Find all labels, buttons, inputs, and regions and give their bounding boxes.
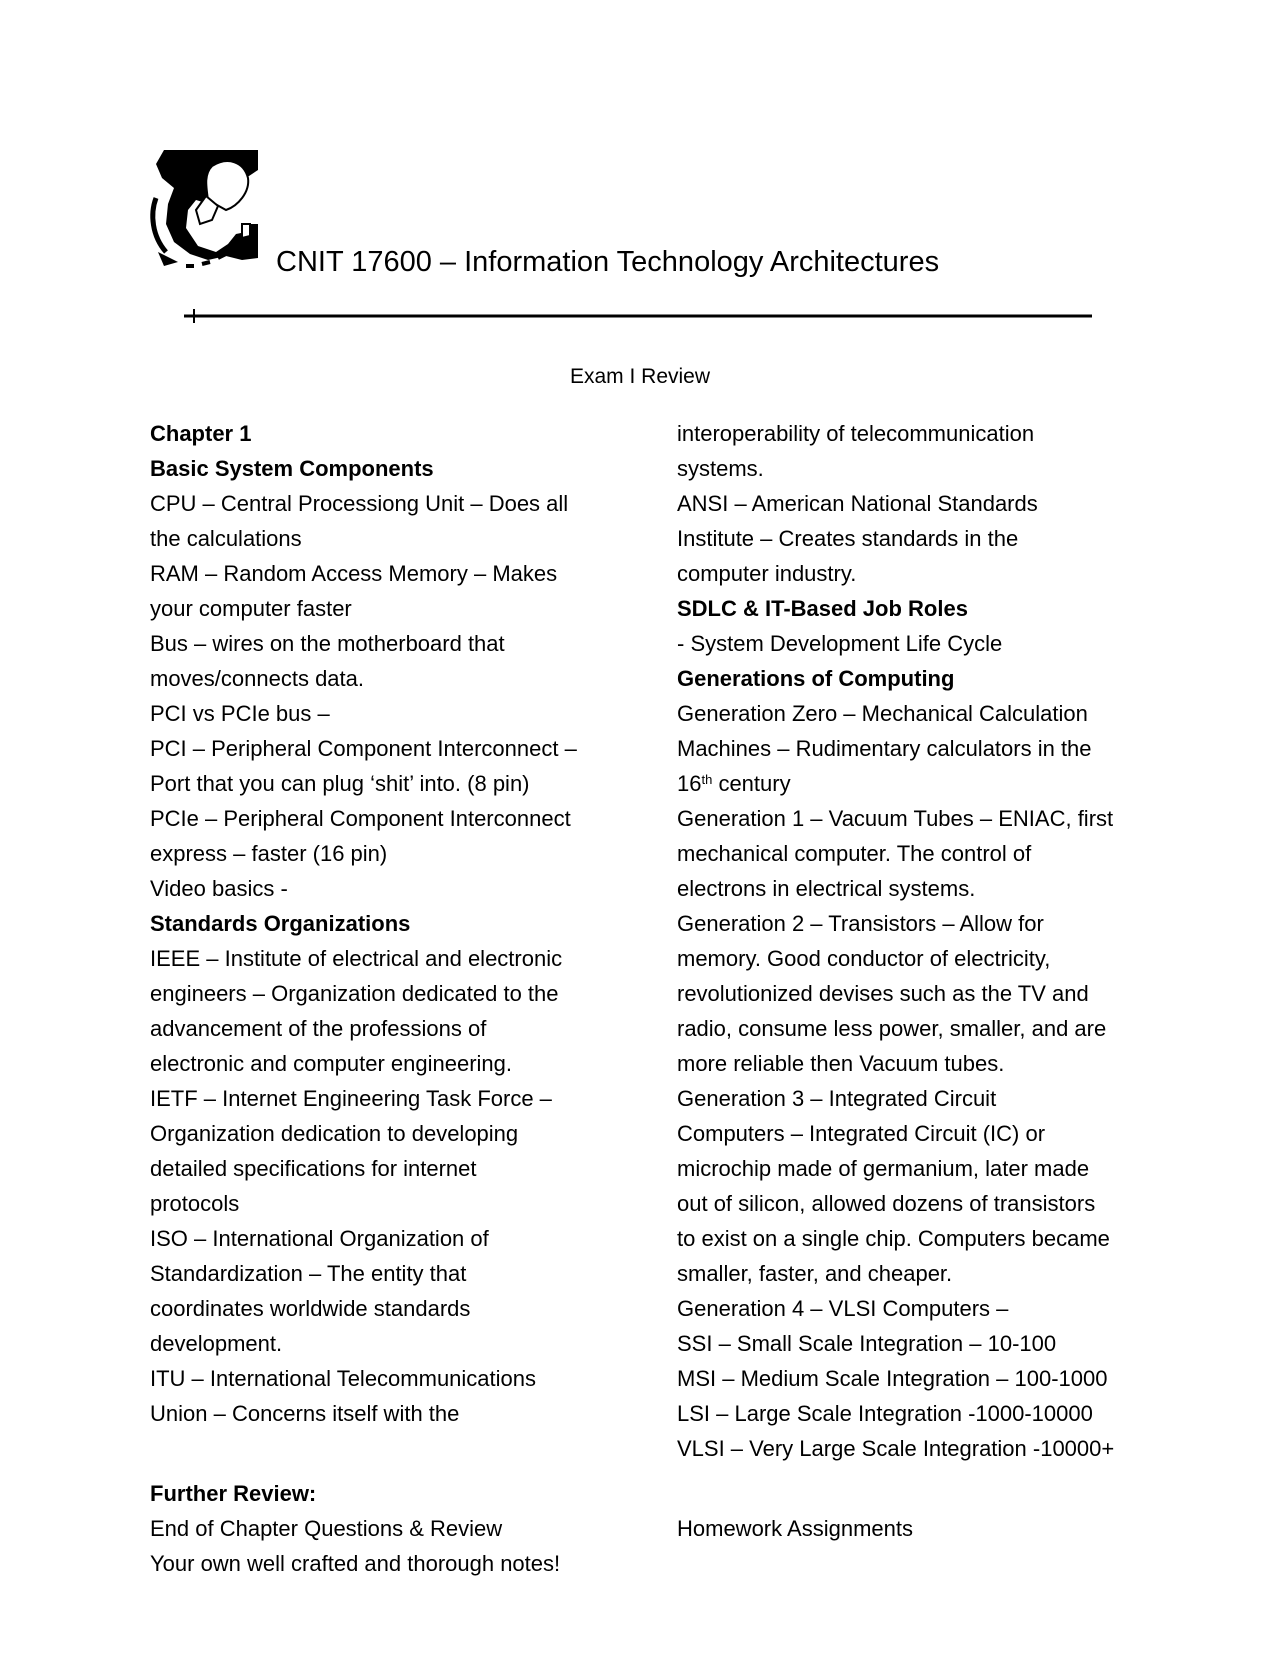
text-line: revolutionized devises such as the TV and <box>677 981 1089 1006</box>
text-line: PCI – Peripheral Component Interconnect – <box>150 736 577 761</box>
text-line: LSI – Large Scale Integration -1000-10000 <box>677 1401 1093 1426</box>
section-heading: Generations of Computing <box>677 666 955 691</box>
document-subtitle: Exam I Review <box>569 365 711 388</box>
text-line: Standardization – The entity that <box>150 1261 467 1286</box>
text-line: Generation Zero – Mechanical Calculation <box>677 701 1088 726</box>
text-line: Generation 2 – Transistors – Allow for <box>677 911 1044 936</box>
course-title: CNIT 17600 – Information Technology Architectures <box>276 246 940 278</box>
text-line <box>677 766 1147 801</box>
text-line: Union – Concerns itself with the <box>150 1401 460 1426</box>
text-line: electronic and computer engineering. <box>150 1051 513 1076</box>
text-fragment: 16 <box>677 771 702 796</box>
superscript: th <box>701 772 713 787</box>
text-line: ANSI – American National Standards <box>677 491 1038 516</box>
text-line: interoperability of telecommunication <box>677 421 1035 446</box>
text-line: electrons in electrical systems. <box>677 876 976 901</box>
text-line: ISO – International Organization of <box>150 1226 489 1251</box>
text-line: PCI vs PCIe bus – <box>150 701 330 726</box>
text-line: - System Development Life Cycle <box>677 631 1003 656</box>
text-line: IETF – Internet Engineering Task Force – <box>150 1086 552 1111</box>
text-line: development. <box>150 1331 283 1356</box>
text-line: Generation 3 – Integrated Circuit <box>677 1086 997 1111</box>
text-line: MSI – Medium Scale Integration – 100-1000 <box>677 1366 1108 1391</box>
text-line: Generation 4 – VLSI Computers – <box>677 1296 1009 1321</box>
department-logo <box>146 148 258 278</box>
text-line: advancement of the professions of <box>150 1016 487 1041</box>
text-line: Video basics - <box>150 876 288 901</box>
text-line: RAM – Random Access Memory – Makes <box>150 561 558 586</box>
text-line: Port that you can plug ‘shit’ into. (8 pin) <box>150 771 530 796</box>
text-line: ITU – International Telecommunications <box>150 1366 537 1391</box>
further-review-item: End of Chapter Questions & Review <box>150 1516 503 1541</box>
text-line: your computer faster <box>150 596 352 621</box>
text-line: IEEE – Institute of electrical and electronic <box>150 946 563 971</box>
text-line: more reliable then Vacuum tubes. <box>677 1051 1005 1076</box>
text-line: microchip made of germanium, later made <box>677 1156 1090 1181</box>
text-line: express – faster (16 pin) <box>150 841 388 866</box>
section-heading: SDLC & IT-Based Job Roles <box>677 596 968 621</box>
text-line: out of silicon, allowed dozens of transistors <box>677 1191 1096 1216</box>
text-line: VLSI – Very Large Scale Integration -10000+ <box>677 1436 1115 1461</box>
text-line: the calculations <box>150 526 302 551</box>
text-line: SSI – Small Scale Integration – 10-100 <box>677 1331 1057 1356</box>
text-line: memory. Good conductor of electricity, <box>677 946 1051 971</box>
text-line: Institute – Creates standards in the <box>677 526 1019 551</box>
header-rule <box>184 308 1092 324</box>
section-heading: Basic System Components <box>150 456 434 481</box>
text-line: coordinates worldwide standards <box>150 1296 471 1321</box>
text-line: computer industry. <box>677 561 857 586</box>
text-line: mechanical computer. The control of <box>677 841 1032 866</box>
left-column <box>150 416 620 1431</box>
text-line: systems. <box>677 456 764 481</box>
further-review-item: Homework Assignments <box>677 1516 913 1541</box>
further-review-right <box>677 1511 913 1546</box>
text-line: PCIe – Peripheral Component Interconnect <box>150 806 571 831</box>
text-line: engineers – Organization dedicated to the <box>150 981 559 1006</box>
text-fragment: century <box>712 771 791 796</box>
text-line: to exist on a single chip. Computers became <box>677 1226 1110 1251</box>
text-line: moves/connects data. <box>150 666 365 691</box>
text-line: protocols <box>150 1191 240 1216</box>
text-line: Generation 1 – Vacuum Tubes – ENIAC, first <box>677 806 1114 831</box>
text-line: smaller, faster, and cheaper. <box>677 1261 953 1286</box>
further-review-item: Your own well crafted and thorough notes! <box>150 1551 561 1576</box>
text-line: Machines – Rudimentary calculators in the <box>677 736 1092 761</box>
text-line: Computers – Integrated Circuit (IC) or <box>677 1121 1046 1146</box>
right-column <box>677 416 1147 1466</box>
further-review-heading: Further Review: <box>150 1481 317 1506</box>
section-heading: Chapter 1 <box>150 421 252 446</box>
further-review <box>150 1476 560 1581</box>
text-line: radio, consume less power, smaller, and are <box>677 1016 1107 1041</box>
text-line: detailed specifications for internet <box>150 1156 477 1181</box>
text-line: CPU – Central Processiong Unit – Does all <box>150 491 569 516</box>
text-line: Organization dedication to developing <box>150 1121 519 1146</box>
text-line: Bus – wires on the motherboard that <box>150 631 505 656</box>
section-heading: Standards Organizations <box>150 911 411 936</box>
